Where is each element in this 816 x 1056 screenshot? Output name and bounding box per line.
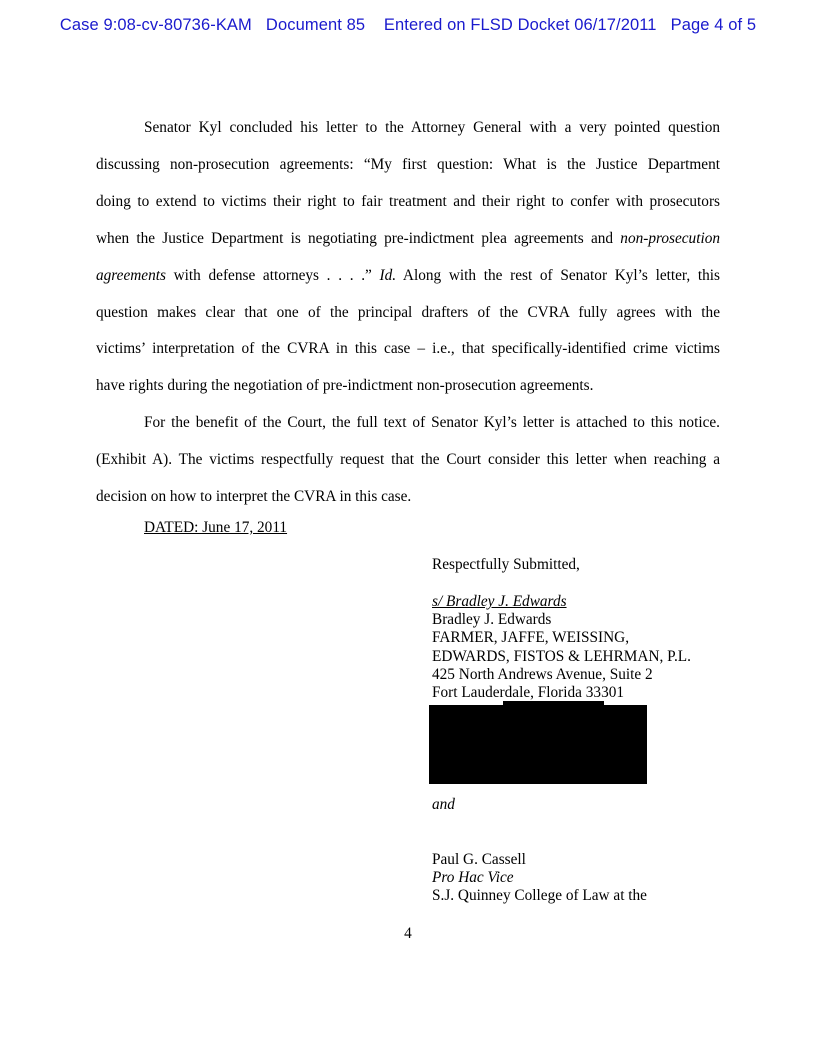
signer-name: Bradley J. Edwards	[432, 611, 552, 629]
signer-name: Paul G. Cassell	[432, 851, 526, 868]
text-segment: with defense attorneys . . . .”	[165, 266, 380, 284]
redaction-box	[429, 705, 647, 784]
paragraph-exhibit	[96, 405, 720, 516]
admission-status: Pro Hac Vice	[432, 869, 514, 887]
address-line: Fort Lauderdale, Florida 33301	[432, 684, 625, 702]
text-line	[96, 258, 720, 295]
text-line: victims’ interpretation of the CVRA in this case – i.e., that specifically-identified crime victims	[96, 340, 720, 358]
signature-block-edwards	[432, 593, 691, 702]
text-line: have rights during the negotiation of pre-indictment non-prosecution agreements.	[96, 377, 594, 395]
page-number: 4	[404, 925, 412, 942]
docket-header: Case 9:08-cv-80736-KAM Document 85 Entered on FLSD Docket 06/17/2011 Page 4 of 5	[59, 16, 757, 34]
text-segment: when the Justice Department is negotiating pre-indictment plea agreements and	[96, 229, 621, 247]
signature-block-cassell	[432, 851, 647, 906]
text-line: Senator Kyl concluded his letter to the Attorney General with a very pointed question	[144, 119, 720, 136]
dated-line: DATED: June 17, 2011	[144, 519, 288, 536]
text-line: (Exhibit A). The victims respectfully request that the Court consider this letter when reaching a	[96, 451, 720, 469]
conjunction-text: and	[432, 796, 455, 813]
affiliation-line: S.J. Quinney College of Law at the	[432, 887, 647, 905]
italic-term: agreements	[96, 266, 166, 284]
italic-term: non-prosecution	[620, 229, 720, 247]
document-body	[96, 110, 720, 516]
text-line	[96, 221, 720, 258]
text-line: question makes clear that one of the principal drafters of the CVRA fully agrees with the	[96, 303, 720, 321]
esign-text: s/ Bradley J. Edwards	[432, 593, 567, 610]
firm-name-line: EDWARDS, FISTOS & LEHRMAN, P.L.	[432, 647, 691, 665]
address-line: 425 North Andrews Avenue, Suite 2	[432, 665, 653, 683]
text-segment: Along with the rest of Senator Kyl’s letter, this	[396, 266, 720, 284]
text-line: discussing non-prosecution agreements: “My first question: What is the Justice Department	[96, 155, 720, 173]
text-line: doing to extend to victims their right to fair treatment and their right to confer with prosecutors	[96, 192, 720, 210]
electronic-signature	[432, 593, 691, 611]
text-line: For the benefit of the Court, the full text of Senator Kyl’s letter is attached to this notice.	[144, 414, 720, 432]
firm-name-line: FARMER, JAFFE, WEISSING,	[432, 629, 630, 647]
paragraph-kyl-question	[96, 110, 720, 405]
text-line: decision on how to interpret the CVRA in this case.	[96, 488, 412, 506]
citation-id: Id.	[379, 266, 397, 284]
closing-text: Respectfully Submitted,	[432, 556, 580, 573]
